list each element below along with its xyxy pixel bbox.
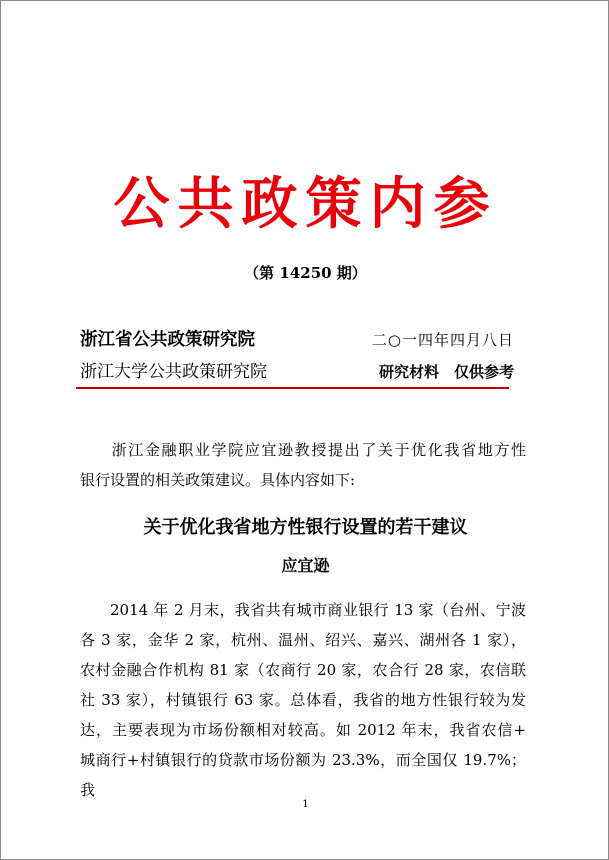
masthead-title: 公共政策内参 — [113, 172, 498, 237]
body-line-3: 农村金融合作机构 81 家（农商行 20 家，农合行 28 家，农信联 — [80, 661, 526, 679]
body-line-1: 2014 年 2 月末，我省共有城市商业银行 13 家（台州、宁波 — [110, 601, 526, 619]
intro-line-2: 银行设置的相关政策建议。具体内容如下: — [80, 471, 356, 489]
article-title: 关于优化我省地方性银行设置的若干建议 — [143, 517, 468, 538]
body-line — [80, 715, 526, 745]
intro-line-1: 浙江金融职业学院应宜逊教授提出了关于优化我省地方性 — [110, 441, 526, 459]
body-line — [80, 595, 526, 625]
org-name-provincial: 浙江省公共政策研究院 — [80, 330, 255, 350]
issue-date: 二○一四年四月八日 — [371, 331, 514, 349]
reference-note: 研究材料 仅供参考 — [378, 363, 514, 381]
body-line — [80, 655, 526, 685]
body-paragraph — [80, 595, 526, 805]
article-author: 应宜逊 — [281, 556, 330, 575]
issue-number: （第 14250 期） — [244, 264, 367, 282]
body-line — [80, 685, 526, 715]
body-line-6: 城商行+村镇银行的贷款市场份额为 23.3%，而全国仅 19.7%；我 — [80, 751, 526, 799]
org-row-1 — [80, 326, 514, 351]
intro-line — [80, 465, 526, 495]
intro-line — [80, 435, 526, 465]
body-line-4: 社 33 家），村镇银行 63 家。总体看，我省的地方性银行较为发 — [80, 691, 526, 709]
intro-paragraph — [80, 435, 526, 495]
header-divider — [76, 387, 509, 389]
body-line-2: 各 3 家，金华 2 家，杭州、温州、绍兴、嘉兴、湖州各 1 家）， — [80, 631, 526, 649]
org-row-2 — [80, 357, 514, 382]
body-line — [80, 625, 526, 655]
page-number: 1 — [302, 799, 309, 810]
org-name-university: 浙江大学公共政策研究院 — [80, 362, 267, 382]
body-line — [80, 745, 526, 805]
body-line-5: 达，主要表现为市场份额相对较高。如 2012 年末，我省农信+ — [80, 721, 526, 739]
